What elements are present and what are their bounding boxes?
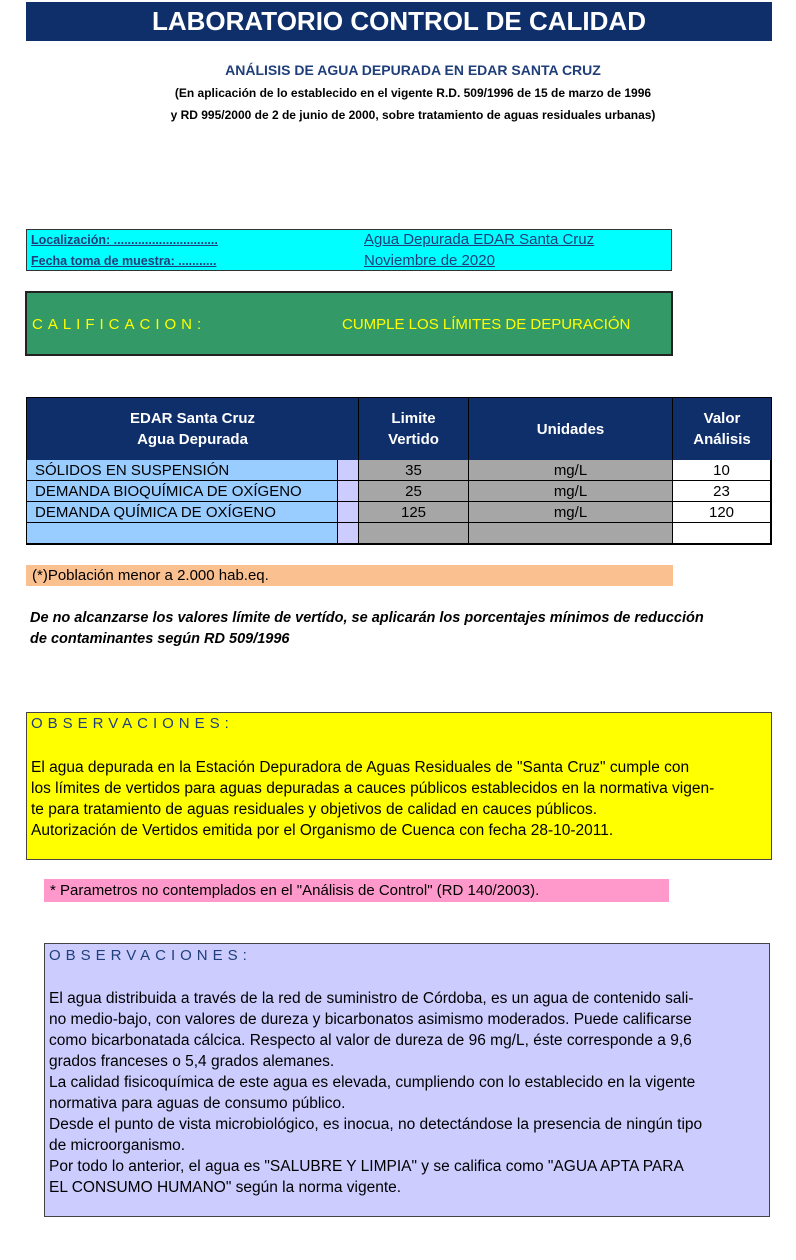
observation-line: te para tratamiento de aguas residuales y objetivos de calidad en cauces públicos.: [31, 801, 598, 818]
sample-date-value: Noviembre de 2020: [364, 252, 495, 269]
observations-discharge-heading: OBSERVACIONES:: [31, 715, 234, 732]
observation-line: Por todo lo anterior, el agua es "SALUBRE Y LIMPIA" y se califica como "AGUA APTA PARA: [49, 1158, 684, 1175]
report-subtitle: ANÁLISIS DE AGUA DEPURADA EN EDAR SANTA CRUZ: [225, 62, 601, 78]
observation-line: no medio-bajo, con valores de dureza y bicarbonatos asimismo moderados. Puede calificarse: [49, 1011, 692, 1028]
header-units-label: Unidades: [536, 420, 605, 438]
observation-line: como bicarbonatada cálcica. Respecto al valor de dureza de 96 mg/L, éste corresponde a 9,6: [49, 1032, 692, 1049]
table-cell-units: mg/L: [469, 502, 673, 523]
header-value: [673, 398, 771, 460]
observation-line: El agua depurada en la Estación Depuradora de Aguas Residuales de "Santa Cruz" cumple con: [31, 759, 690, 776]
header-units: [469, 398, 673, 460]
location-info-box: [26, 229, 672, 271]
table-cell-value: [673, 523, 771, 544]
parameters-note: * Parametros no contemplados en el "Análisis de Control" (RD 140/2003).: [44, 879, 669, 902]
table-cell-value: 10: [673, 460, 771, 481]
table-cell-limit: 35: [359, 460, 469, 481]
location-value: Agua Depurada EDAR Santa Cruz: [364, 231, 595, 248]
location-label: Localización: ..............................: [31, 233, 218, 247]
table-cell-limit: 125: [359, 502, 469, 523]
table-cell-value: 120: [673, 502, 771, 523]
observation-line: La calidad fisicoquímica de este agua es elevada, cumpliendo con lo establecido en la vigente: [49, 1074, 696, 1091]
observation-line: Desde el punto de vista microbiológico, es inocua, no detectándose la presencia de ningún tipo: [49, 1116, 703, 1133]
table-cell-limit: [359, 523, 469, 544]
observations-supply-heading: OBSERVACIONES:: [49, 947, 252, 964]
qualification-value: CUMPLE LOS LÍMITES DE DEPURACIÓN: [342, 316, 631, 333]
reduction-note-line1: De no alcanzarse los valores límite de vertído, se aplicarán los porcentajes mínimos de reducción: [30, 610, 704, 626]
header-parameter-line2: Agua Depurada: [137, 431, 248, 448]
observations-discharge-text: [31, 757, 767, 841]
table-cell-units: [469, 523, 673, 544]
reduction-note-line2: de contaminantes según RD 509/1996: [30, 631, 290, 647]
observations-supply-box: [44, 943, 770, 1217]
observation-line: de microorganismo.: [49, 1137, 186, 1154]
legal-reference-line-1: (En aplicación de lo establecido en el vigente R.D. 509/1996 de 15 de marzo de 1996: [174, 86, 652, 100]
header-limit-line1: Limite: [391, 410, 436, 427]
table-cell-spacer: [338, 460, 359, 481]
observation-line: El agua distribuida a través de la red de suministro de Córdoba, es un agua de contenido sali-: [49, 990, 694, 1007]
sample-date-label: Fecha toma de muestra: ...........: [31, 254, 217, 268]
report-title: LABORATORIO CONTROL DE CALIDAD: [26, 2, 772, 41]
header-value-line2: Análisis: [693, 431, 751, 448]
qualification-label: CALIFICACION:: [32, 316, 207, 333]
table-cell-parameter: SÓLIDOS EN SUSPENSIÓN: [27, 460, 338, 481]
observation-line: EL CONSUMO HUMANO" según la norma vigente.: [49, 1179, 402, 1196]
table-cell-parameter: DEMANDA BIOQUÍMICA DE OXÍGENO: [27, 481, 338, 502]
table-cell-spacer: [338, 502, 359, 523]
observation-line: normativa para aguas de consumo público.: [49, 1095, 346, 1112]
table-cell-limit: 25: [359, 481, 469, 502]
table-cell-parameter: DEMANDA QUÍMICA DE OXÍGENO: [27, 502, 338, 523]
header-limit-line2: Vertido: [388, 431, 439, 448]
reduction-note: [30, 608, 790, 650]
header-parameter-line1: EDAR Santa Cruz: [129, 410, 256, 427]
legal-reference-line-2: y RD 995/2000 de 2 de junio de 2000, sobre tratamiento de aguas residuales urbanas): [170, 108, 656, 122]
table-cell-spacer: [338, 481, 359, 502]
observation-line: Autorización de Vertidos emitida por el Organismo de Cuenca con fecha 28-10-2011.: [31, 822, 614, 839]
header-parameter: [27, 398, 359, 460]
population-note: (*)Población menor a 2.000 hab.eq.: [26, 565, 673, 586]
qualification-box: [25, 291, 673, 356]
observation-line: los límites de vertidos para aguas depuradas a cauces públicos establecidos en la normativa vigen-: [31, 780, 715, 797]
analysis-table: [26, 397, 772, 545]
observations-discharge-box: [26, 712, 772, 860]
observation-line: grados franceses o 5,4 grados alemanes.: [49, 1053, 335, 1070]
table-cell-units: mg/L: [469, 460, 673, 481]
table-cell-units: mg/L: [469, 481, 673, 502]
table-cell-value: 23: [673, 481, 771, 502]
observations-supply-text: [49, 988, 765, 1198]
header-value-line1: Valor: [703, 410, 741, 427]
table-cell-spacer: [338, 523, 359, 544]
header-limit: [359, 398, 469, 460]
table-cell-parameter: [27, 523, 338, 544]
